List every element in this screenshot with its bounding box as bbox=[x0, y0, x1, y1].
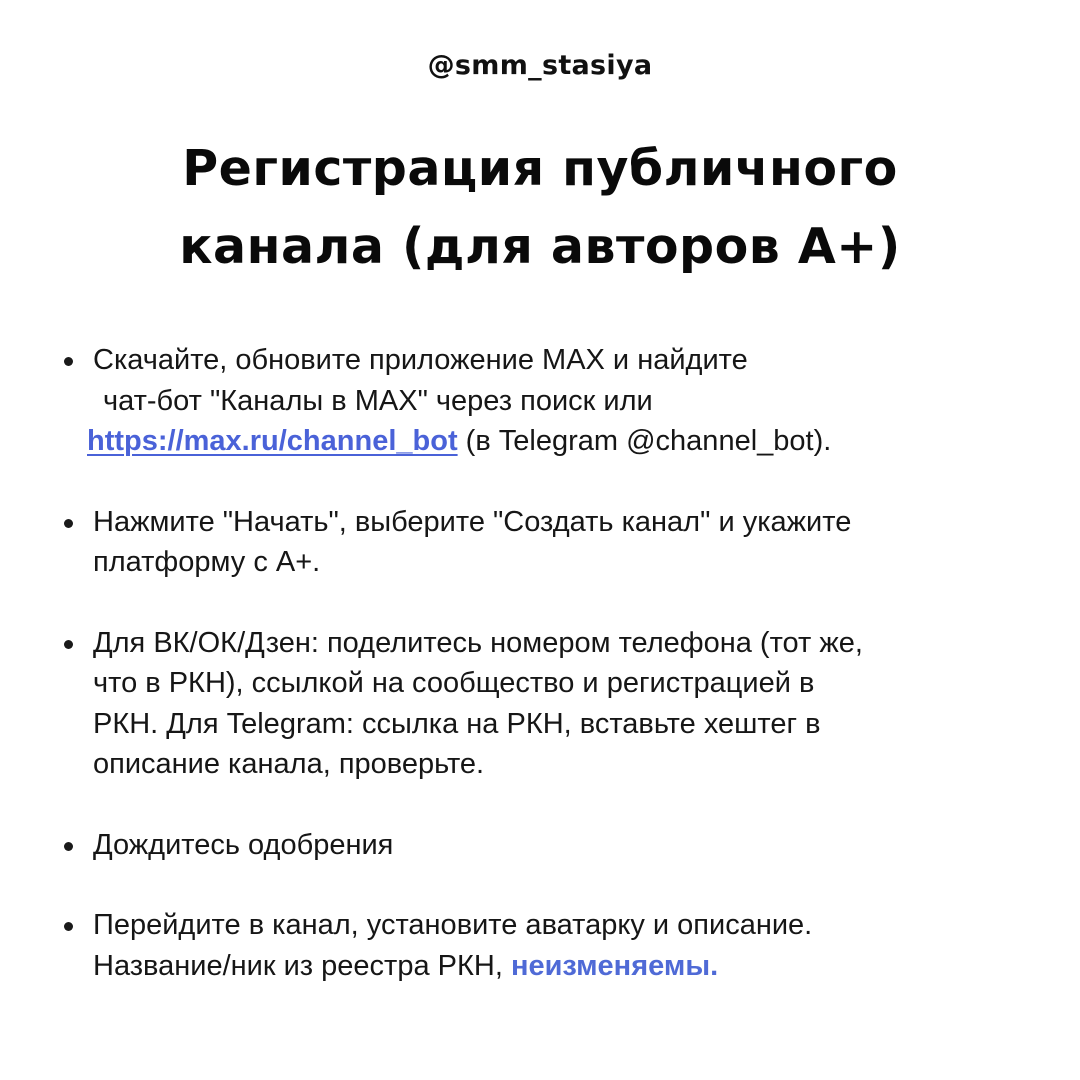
step-3-line-1: Для ВК/ОК/Дзен: поделитесь номером телефона (тот же, bbox=[93, 626, 863, 659]
step-3-line-3: РКН. Для Telegram: ссылка на РКН, вставьте хештег в bbox=[93, 707, 821, 740]
step-3-line-2: что в РКН), ссылкой на сообщество и регистрацией в bbox=[93, 667, 815, 699]
step-5-line-2-text: Название/ник из реестра РКН, bbox=[93, 949, 511, 982]
step-1-line-1: Скачайте, обновите приложение MAX и найдите bbox=[93, 344, 748, 376]
list-item-download bbox=[60, 340, 1020, 462]
bullet-dot bbox=[64, 922, 73, 931]
page-title bbox=[40, 130, 1040, 286]
bullet-dot bbox=[64, 519, 73, 528]
author-handle: @smm_stasiya bbox=[427, 50, 653, 81]
step-2-line-1: Нажмите "Начать", выберите "Создать канал" и укажите bbox=[93, 505, 852, 538]
list-item-start bbox=[60, 502, 1020, 583]
step-4-line-1: Дождитесь одобрения bbox=[93, 828, 394, 861]
bullet-dot bbox=[64, 357, 73, 366]
step-3-line-4: описание канала, проверьте. bbox=[93, 748, 485, 780]
channel-bot-link[interactable]: https://max.ru/channel_bot bbox=[87, 425, 458, 457]
list-item-setup bbox=[60, 905, 1020, 986]
immutable-highlight: неизменяемы. bbox=[510, 949, 719, 982]
step-1-line-3-rest: (в Telegram @channel_bot). bbox=[457, 425, 832, 457]
list-item-platforms bbox=[60, 623, 1020, 785]
steps-list bbox=[60, 340, 1020, 1026]
step-2-line-2: платформу с А+. bbox=[93, 546, 321, 578]
step-5-line-2 bbox=[93, 946, 1020, 987]
bullet-dot bbox=[64, 842, 73, 851]
step-1-line-2: чат-бот "Каналы в MAX" через поиск или bbox=[103, 384, 653, 417]
step-5-line-1: Перейдите в канал, установите аватарку и описание. bbox=[93, 909, 813, 941]
title-line-2: канала (для авторов А+) bbox=[179, 218, 901, 275]
step-1-line-3 bbox=[87, 421, 1020, 462]
list-item-approval bbox=[60, 825, 1020, 866]
title-line-1: Регистрация публичного bbox=[182, 140, 898, 197]
bullet-dot bbox=[64, 640, 73, 649]
